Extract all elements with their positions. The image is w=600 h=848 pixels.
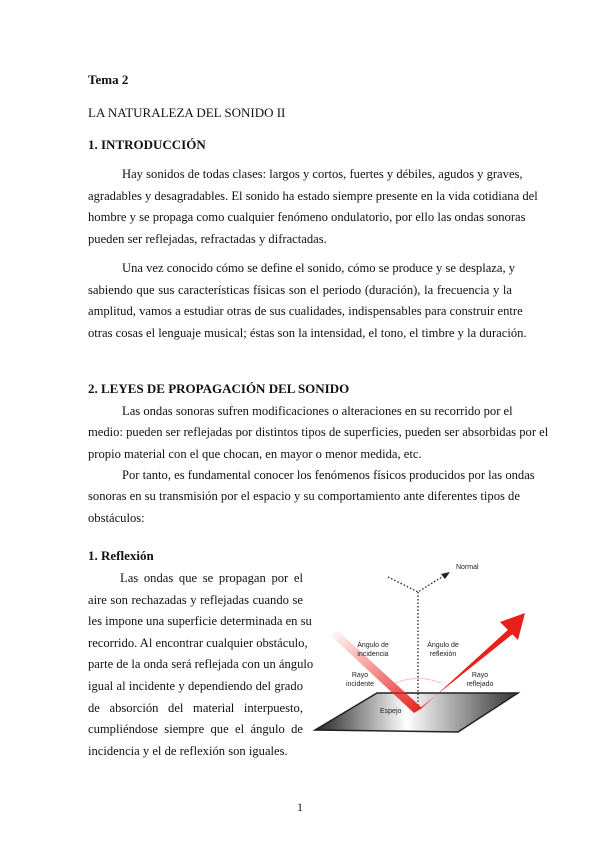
mirror-surface: [315, 693, 518, 732]
heading-reflexion: 1. Reflexión: [88, 548, 154, 563]
topic-label: Tema 2: [88, 72, 129, 87]
normal-label: Normal: [456, 564, 479, 571]
paragraph-line: les impone una superficie determinada en su: [88, 614, 312, 629]
normal-arrowhead-icon: [441, 572, 450, 579]
paragraph-line: aire son rechazadas y reflejadas cuando se: [88, 592, 303, 607]
page-title: LA NATURALEZA DEL SONIDO II: [88, 105, 286, 120]
paragraph-line: otras cosas el lenguaje musical; éstas son la intensidad, el tono, el timbre y la duración.: [88, 325, 527, 340]
heading-introduccion: 1. INTRODUCCIÓN: [88, 137, 206, 152]
paragraph-line: sonoras en su transmisión por el espacio y su comportamiento ante diferentes tipos de: [88, 489, 520, 504]
paragraph-line: agradables y desagradables. El sonido ha estado siempre presente en la vida cotidiana del: [88, 188, 538, 203]
paragraph-line: obstáculos:: [88, 510, 145, 525]
reflected-ray-label-2: reflejado: [466, 681, 494, 688]
reflected-ray-label-1: Rayo: [471, 672, 489, 679]
paragraph-line: hombre y se propaga como cualquier fenómeno ondulatorio, por ello las ondas sonoras: [88, 210, 526, 225]
paragraph-line: Una vez conocido cómo se define el sonido, cómo se produce y se desplaza, y: [122, 261, 516, 275]
paragraph-line: Por tanto, es fundamental conocer los fenómenos físicos producidos por las ondas: [122, 468, 535, 482]
paragraph-line: recorrido. Al encontrar cualquier obstáculo,: [88, 635, 308, 650]
page-number: 1: [297, 800, 303, 814]
paragraph-line: Las ondas sonoras sufren modificaciones o alteraciones en su recorrido por el: [122, 404, 513, 418]
paragraph-line: parte de la onda será reflejada con un ángulo: [88, 657, 314, 672]
paragraph-line: sabiendo que sus características físicas son el periodo (duración), la frecuencia y la: [88, 282, 512, 297]
paragraph-line: de absorción del material interpuesto,: [88, 700, 303, 715]
paragraph-line: Las ondas que se propagan por el: [120, 571, 303, 585]
paragraph-line: medio: pueden ser reflejadas por distintos tipos de superficies, pueden ser absorbidas por el: [88, 425, 549, 440]
angle-incidence-label-1: Ángulo de: [357, 642, 389, 649]
paragraph-line: amplitud, vamos a estudiar otras de sus cualidades, indispensables para construir entre: [88, 304, 523, 318]
paragraph-line: igual al incidente y dependiendo del grado: [88, 679, 303, 693]
mirror-label: Espejo: [380, 708, 402, 715]
angle-incidence-label-2: incidencia: [357, 651, 389, 658]
paragraph-line: propio material con el que chocan, en mayor o menor medida, etc.: [88, 446, 422, 461]
paragraph-line: Hay sonidos de todas clases: largos y cortos, fuertes y débiles, agudos y graves,: [122, 167, 523, 181]
angle-reflection-label-1: Ángulo de: [427, 642, 459, 649]
angle-reflection-label-2: reflexión: [429, 651, 457, 658]
paragraph-line: incidencia y el de reflexión son iguales.: [88, 743, 288, 758]
paragraph-line: cumpliéndose siempre que el ángulo de: [88, 722, 303, 737]
normal-branches: [388, 575, 445, 592]
heading-leyes: 2. LEYES DE PROPAGACIÓN DEL SONIDO: [88, 381, 350, 396]
incident-ray-label-2: incidente: [345, 681, 375, 688]
incident-ray-label-1: Rayo: [351, 672, 369, 679]
paragraph-line: pueden ser reflejadas, refractadas y difractadas.: [88, 232, 327, 247]
reflection-diagram: [310, 550, 540, 750]
